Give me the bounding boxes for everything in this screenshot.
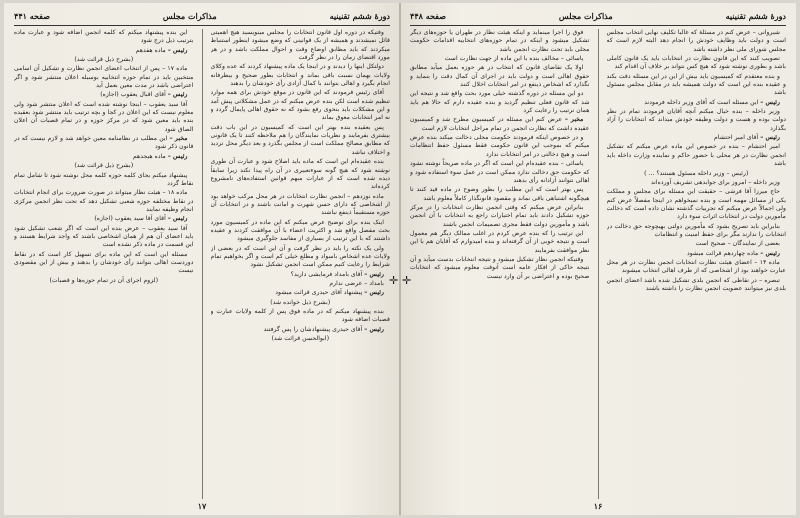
paragraph bbox=[211, 335, 391, 343]
paragraph bbox=[211, 280, 391, 288]
paragraph-text: عرض کنم این مسئله در کمیسیون مطرح شد و کمیسیون عقیده داشت که نظارت انجمن در تمام مراحل انتخابات لازم است bbox=[410, 116, 590, 132]
paragraph-text: بعضی از نمایندگان – صحیح است bbox=[695, 240, 780, 248]
paragraph-text: وقتیکه در دوره اول قانون انتخابات را مجلس مینویسید هیچ اهمیتی قائل نمیشدند و همیشه از یک قوانینی که وضع میشود اینطور استنباط میکردند که باید مطابق اوضاع وقت و احوال مملکت باشد و در هر مورد اقتضای زمان را در نظر گرفت bbox=[210, 29, 390, 62]
paragraph bbox=[607, 29, 787, 54]
column-divider bbox=[598, 29, 599, 499]
left-page bbox=[4, 3, 400, 515]
paragraph bbox=[410, 160, 590, 185]
paragraph bbox=[410, 116, 590, 133]
paragraph-text: این مسئله است که آقای وزیر داخله فرمودند bbox=[644, 98, 759, 106]
paragraph-text: و در خصوص اینکه فرمودند حکومت محلی دخالت میکند بنده عرض میکنم که بموجب این قانون حکومت فقط مسئول حفظ انتظامات است و هیچ دخالتی در امر انتخابات ندارد bbox=[410, 134, 590, 158]
paragraph bbox=[607, 73, 787, 98]
paragraph bbox=[410, 134, 590, 159]
paragraph-text: آقای حیدری پیشنهادشان را پس گرفتند bbox=[263, 325, 363, 333]
paragraph-text: پس بعقیده بنده بهتر این است که کمیسیون در این باب دقت بیشتری بفرمایند و نظریات نمایندگان را هم ملاحظه کنند تا یک قانونی که مطابق مصالح مملکت است از مجلس بگذرد و بعد دیگر محل تردید و اختلاف نباشد bbox=[210, 123, 390, 156]
paragraph bbox=[14, 162, 194, 170]
paragraph-text: ماده ۱۸ – هیئت نظار میتواند در صورت ضرورت برای انجام انتخابات در نقاط مختلفه حوزه شعبی تشکیل دهد که تحت نظر انجمن مرکزی انجام وظیفه نمایند bbox=[14, 189, 194, 213]
paragraph-text: این مطلب در نظامنامه معین خواهد شد و لازم نیست که در قانون ذکر شود bbox=[14, 135, 194, 151]
right-page-number: ۱۶ bbox=[593, 501, 603, 511]
left-header-session: دورهٔ ششم تقنینیه bbox=[329, 11, 390, 21]
paragraph bbox=[211, 29, 391, 62]
paragraph-text: بنده پیشنهاد میکنم که در ماده فوق پس از کلمه ولایات عبارت و قصبات اضافه شود bbox=[210, 308, 390, 324]
paragraph-text: آقای آقا سید یعقوب (اجازه) bbox=[94, 215, 166, 223]
paragraph-text: امیر احتشام – بنده در خصوص این ماده عرض میکنم که تشکیل انجمن نظارت در هر محلی با حضور حاکم و نماینده وزارت داخله باید باشد bbox=[606, 143, 786, 168]
paragraph bbox=[14, 135, 194, 152]
registration-mark-icon: ✛ bbox=[389, 274, 399, 287]
book-spine bbox=[399, 3, 401, 515]
paragraph bbox=[607, 223, 787, 240]
speaker-label: رئیس – bbox=[364, 289, 384, 297]
paragraph-text: دو این مسئله در دوره گذشته خیلی مورد بحث واقع شد و نتیجه این شد که قانون فعلی تنظیم گردید و بنده عقیده دارم که حالا هم باید همان ترتیب را رعایت کرد bbox=[410, 90, 590, 115]
left-page-column-right bbox=[211, 29, 391, 499]
paragraph-text: (لزوم اجرای آن در تمام حوزه‌ها و قصبات) bbox=[49, 276, 159, 284]
right-header-page-label: صفحه ۴۴۸ bbox=[410, 11, 446, 21]
paragraph-text: یاسائی – بنده عقیده‌ام این است که اگر در ماده صریحاً نوشته نشود که حکومت حق دخالت ندارد ممکن است در عمل سوء استفاده شود و اهالی نتوانند آزادانه رأی بدهند bbox=[410, 160, 590, 184]
column-divider bbox=[202, 29, 203, 499]
paragraph-text: وزیر داخله – امروز برای جوابدهی تشریف آورده‌اند bbox=[650, 178, 780, 186]
left-header-title: مذاکرات مجلس bbox=[162, 11, 217, 21]
paragraph bbox=[410, 64, 590, 89]
paragraph bbox=[211, 271, 391, 279]
paragraph-text: بنده عقیده‌ام این است که ماده باید اصلاح شود و عبارت آن طوری نوشته شود که هیچ گونه سوءتعبیری در آن راه پیدا نکند زیرا سابقاً دیده شده است که از عبارات مبهم قوانین استفاده‌های نامشروع کرده‌اند bbox=[210, 158, 390, 191]
paragraph bbox=[607, 170, 787, 178]
paragraph-text: آقا سید یعقوب – اینجا نوشته شده است که اعلان منتشر شود ولی معلوم نیست که این اعلان در کجا و بچه ترتیب باید منتشر شود بعقیده بنده باید معین شود که در مرکز حوزه و در تمام قصبات آن اعلان الصاق شود bbox=[14, 100, 194, 133]
paragraph bbox=[607, 108, 787, 133]
paragraph bbox=[607, 134, 787, 142]
paragraph-text: این بنده پیشنهاد میکنم که کلمه انجمن اضافه شود و عبارت ماده بترتیب ذیل درج شود bbox=[14, 29, 194, 45]
right-header-session: دورهٔ ششم تقنینیه bbox=[725, 11, 786, 21]
paragraph bbox=[607, 277, 787, 294]
paragraph bbox=[14, 65, 194, 90]
paragraph-text: وقتیکه انجمن نظار تشکیل میشود و نتیجه انتخابات بدست میآید و آن نتیجه حاکی از افکار عامه است آنوقت معلوم میشود که انتخابات صحیح بوده و اعتراضی بر آن وارد نیست bbox=[410, 255, 590, 280]
speaker-label: رئیس – bbox=[760, 98, 780, 106]
paragraph-text: آقای امیر احتشام bbox=[714, 134, 759, 142]
paragraph-text: بامداد – عرضی ندارم bbox=[329, 279, 384, 287]
left-page-column-left bbox=[14, 29, 194, 499]
registration-mark-icon: ✛ bbox=[402, 274, 412, 287]
paragraph bbox=[607, 143, 787, 168]
paragraph bbox=[410, 90, 590, 115]
paragraph bbox=[14, 153, 194, 161]
speaker-label: رئیس – bbox=[167, 46, 188, 54]
paragraph bbox=[607, 240, 787, 248]
paragraph bbox=[607, 250, 787, 258]
paragraph bbox=[14, 47, 194, 55]
speaker-label: رئیس – bbox=[167, 152, 188, 160]
paragraph bbox=[14, 189, 194, 214]
paragraph bbox=[410, 29, 590, 54]
paragraph-text: ماده ۱۷ – پس از انتخاب اعضای انجمن نظارت و تشکیل آن اسامی منتخبین باید در تمام حوزه انتخابیه بوسیله اعلان منتشر شود و اگر اعتراضی باشد در مدت معین بعمل آید bbox=[14, 65, 194, 90]
paragraph-text: مسئله این است که این ماده برای تسهیل کار است که در نقاط دوردست اهالی بتوانند رأی خودشان را بدهند و بیش از این مقصودی نیست bbox=[14, 250, 194, 275]
speaker-label: رئیس – bbox=[167, 215, 188, 223]
paragraph bbox=[14, 215, 194, 223]
left-header-page-label: صفحه ۴۴۱ bbox=[14, 11, 50, 21]
paragraph-text: آقای رئیس فرمودند که این قانون در موقع خودش برای همه موارد تنظیم شده است لکن بنده عرض میکنم که در عمل مشکلاتی پیش آمد و این مشکلات باید بنحوی رفع بشود که نه حقوق اهالی پایمال گردد و نه امر انتخابات معوق بماند bbox=[210, 89, 390, 122]
paragraph bbox=[14, 251, 194, 276]
paragraph-text: پس بهتر است که این مطلب را بطور وضوح در ماده قید کنند تا هیچگونه اشتباهی باقی نماند و مقصود قانونگذار کاملاً معلوم باشد bbox=[410, 186, 590, 202]
paragraph bbox=[410, 230, 590, 255]
paragraph-text: حاج میرزا آقا فرشی – حقیقت این مسئله برای مجلس و مملکت یکی از مسائل مهمه است و بنده نمیخواهم در اینجا مفصلاً عرض کنم ولی اجمالاً عرض میکنم که تجربیات گذشته نشان داده است که دخالت مأمورین دولت در انتخابات اثرات سوء دارد bbox=[606, 188, 786, 221]
left-page-header bbox=[14, 9, 390, 26]
paragraph-text: (رئیس – وزیر داخله مسئول هستند؟ ... ) bbox=[644, 169, 749, 177]
speaker-label: رئیس – bbox=[760, 249, 780, 257]
paragraph-text: آقا سید یعقوب – عرض بنده این است که اگر شعب تشکیل شود باید اعضای آن هم از همان اشخاصی باشند که واجد شرایط هستند و این قسمت در ماده ذکر نشده است bbox=[14, 224, 194, 249]
right-page-header bbox=[410, 9, 786, 26]
paragraph-text: اینک بنده برای توضیح عرض میکنم که این ماده در کمیسیون مورد بحث مفصل واقع شد و اکثریت اعضاء با آن موافقت کردند و عقیده داشتند که با این ترتیب از بسیاری از مفاسد جلوگیری میشود bbox=[210, 218, 390, 243]
paragraph bbox=[211, 219, 391, 244]
paragraph bbox=[14, 101, 194, 134]
paragraph bbox=[211, 193, 391, 218]
paragraph bbox=[410, 204, 590, 229]
paragraph bbox=[14, 29, 194, 46]
paragraph bbox=[410, 256, 590, 281]
paragraph bbox=[211, 308, 391, 325]
paragraph bbox=[14, 172, 194, 189]
paragraph bbox=[211, 326, 391, 334]
paragraph-text: (بشرح ذیل خوانده شد) bbox=[270, 298, 331, 306]
speaker-label: مخبر – bbox=[169, 135, 188, 143]
speaker-label: رئیس – bbox=[364, 270, 384, 278]
left-page-columns bbox=[14, 29, 390, 499]
paragraph bbox=[410, 55, 590, 63]
right-page-column-left bbox=[410, 29, 590, 499]
right-page bbox=[400, 3, 796, 515]
speaker-label: رئیس – bbox=[167, 91, 188, 99]
paragraph-text: بنابراین عرض میکنم که وقتی انجمن نظارت انتخابات را در مرکز حوزه تشکیل دادند باید تمام اختیارات راجع به انتخابات با آن انجمن باشد و مأمورین دولت فقط مجری تصمیمات انجمن باشند bbox=[410, 203, 590, 228]
paragraph bbox=[607, 179, 787, 187]
paragraph-text: تبصره – در نقاطی که انجمن بلدی تشکیل شده باشد اعضای انجمن بلدی نیز میتوانند عضویت انجمن نظارت را داشته باشند bbox=[606, 276, 786, 292]
paragraph-text: پیشنهاد میکنم بجای کلمه حوزه کلمه محل نوشته شود تا شامل تمام نقاط گردد bbox=[14, 171, 194, 187]
paragraph-text: ماده چهاردهم قرائت میشود bbox=[686, 249, 759, 257]
paragraph-text: بنابراین باید تصریح بشود که مأمورین دولتی بهیچوجه حق دخالت در انتخابات را ندارند مگر برای حفظ امنیت و انتظامات bbox=[606, 222, 786, 238]
paragraph-text: شیروانی – عرض کنم در مسئلهٔ که غالباً تکلیف نهایی انتخاب مجلس است و دولت باید وظایف خودش را انجام دهد البته لازم است که مجلس شورای ملی نظر داشته باشد bbox=[606, 29, 786, 53]
left-page-number: ۱۷ bbox=[197, 501, 207, 511]
paragraph bbox=[211, 289, 391, 297]
paragraph bbox=[211, 124, 391, 157]
paragraph bbox=[14, 277, 194, 285]
paragraph bbox=[14, 91, 194, 99]
paragraph bbox=[607, 259, 787, 276]
paragraph-text: ماده هفدهم bbox=[135, 46, 166, 54]
paragraph bbox=[211, 245, 391, 270]
paragraph-text: و بنده معتقدم که کمیسیون باید بیش از این در این مسئله دقت بکند و عقیده بنده این است که دولت همیشه باید در مقابل مجلس مسئول باشد bbox=[606, 72, 786, 97]
paragraph-text: اولا یک تقاضای قانون که انتخاب در هر حوزه بعمل میآید مطابق حقوق اهالی است و دولت باید در اجرای آن کمال دقت را بنماید و نگذارد که اشخاص ذینفع در امر انتخابات اخلال کنند bbox=[410, 64, 590, 89]
paragraph-text: ماده ۱۴ – اعضای هیئت نظارت انتخابات انجمن نظارت در هر محل عبارت خواهند بود از اشخاصی که از طرف اهالی انتخاب میشوند bbox=[606, 258, 786, 275]
paragraph bbox=[607, 55, 787, 72]
paragraph-text: آقای اقبال یعقوب (اجازه) bbox=[100, 91, 166, 99]
paragraph-text: یاسائی – مخالف بنده با این ماده از جهت نظارت است bbox=[444, 55, 584, 63]
paragraph-text: آقای بامداد فرمایشی دارید؟ bbox=[290, 270, 363, 278]
paragraph-text: (ابوالحسن قرائت شد) bbox=[271, 335, 330, 343]
paragraph bbox=[410, 186, 590, 203]
speaker-label: مخبر – bbox=[564, 116, 584, 124]
paragraph-text: دولتکل اینها را دیدند و در اینجا یک ماده پیشنهاد کردند که عده وکلای ولایات بهمان نسبت باقی بماند و انتخابات بطور صحیح و بیطرفانه انجام بگیرد و اهالی بتوانند با کمال آزادی رأی خودشان را بدهند bbox=[210, 63, 390, 88]
paragraph-text: (بشرح ذیل قرائت شد) bbox=[74, 56, 134, 64]
paragraph-text: ولی یک نکته را باید در نظر گرفت و آن این است که در بعضی از ولایات عده اشخاص باسواد و مطلع خیلی کم است و اگر بخواهیم تمام شرایط را رعایت کنیم ممکن است انجمن تشکیل نشود bbox=[210, 244, 390, 269]
right-page-column-right bbox=[607, 29, 787, 499]
paragraph-text: ماده نوزدهم – انجمن نظارت انتخابات در هر محل مرکب خواهد بود از اشخاصی که دارای حسن شهرت و امانت باشند و در انتخابات آن حوزه مستقیماً ذینفع نباشند bbox=[210, 192, 390, 217]
paragraph-text: (بشرح ذیل قرائت شد) bbox=[74, 162, 134, 170]
paragraph bbox=[14, 56, 194, 64]
paragraph-text: پیشنهاد آقای حیدری قرائت میشود bbox=[275, 289, 363, 297]
paragraph-text: فوق را اجرا مینماید و اینکه هیئت نظار در طهران یا حوزه‌های دیگر تشکیل میشود و اینکه در تمام حوزه‌های انتخابیه اقدامات حکومت محلی باید تحت نظارت انجمن باشد bbox=[410, 29, 590, 53]
paragraph bbox=[211, 158, 391, 191]
paragraph bbox=[607, 188, 787, 221]
paragraph-text: تصویب کنند که این قانون نظارت در انتخابات باید یک قانون کاملی باشد و بطوری نوشته شود که هیچ کس نتواند بر خلاف آن اقدام کند bbox=[606, 55, 786, 71]
speaker-label: رئیس – bbox=[364, 325, 384, 333]
paragraph bbox=[607, 99, 787, 107]
paragraph-text: این ترتیب را که بنده عرض کردم در اغلب ممالک دیگر هم معمول است و نتیجه خوبی از آن گرفته‌اند و بنده امیدوارم که آقایان هم با این نظر موافقت بفرمایند bbox=[410, 229, 590, 254]
paragraph bbox=[211, 89, 391, 122]
paragraph bbox=[211, 299, 391, 307]
speaker-label: رئیس – bbox=[760, 134, 780, 142]
right-page-columns bbox=[410, 29, 786, 499]
right-header-title: مذاکرات مجلس bbox=[558, 11, 613, 21]
paragraph bbox=[14, 225, 194, 250]
paragraph-text: ماده هیجدهم bbox=[132, 152, 166, 160]
paragraph bbox=[211, 63, 391, 88]
paragraph-text: وزیر داخله – بنده خیال میکنم آنچه آقایان فرمودند تمام در نظر دولت بوده و هست و دولت وظیفه خودش میداند که انتخابات را آزاد بگذارد bbox=[606, 108, 786, 132]
